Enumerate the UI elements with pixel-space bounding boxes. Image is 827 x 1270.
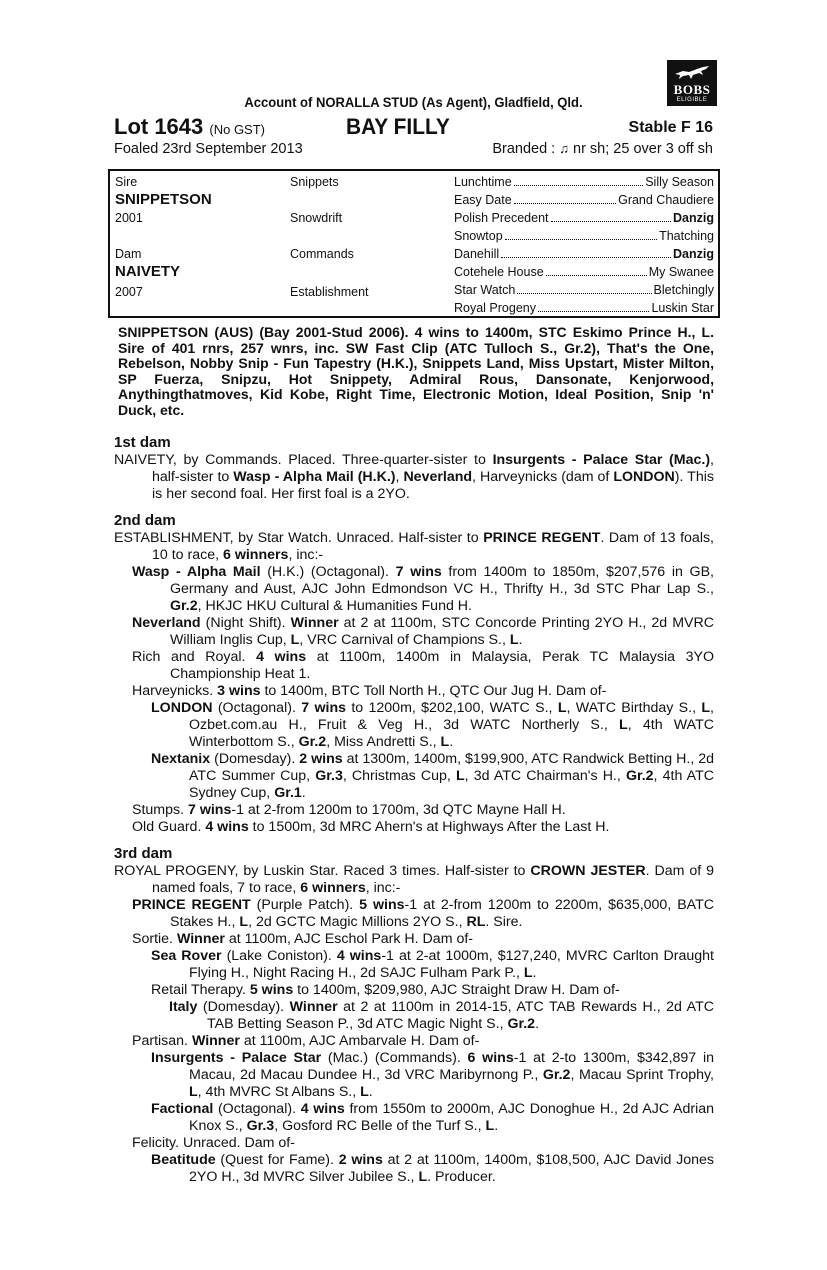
- bold-text: 5 wins: [249, 982, 294, 998]
- pedigree-paragraph: Harveynicks. 3 wins to 1400m, BTC Toll North H., QTC Our Jug H. Dam of-: [132, 683, 607, 699]
- dam-year: 2007: [115, 285, 143, 299]
- pedigree-paragraph: ESTABLISHMENT, by Star Watch. Unraced. Half-sister to PRINCE REGENT. Dam of 13 foals, 10 to race, 6 winners, inc:-: [114, 530, 715, 563]
- bold-text: Nextanix: [151, 751, 211, 767]
- pedigree-paragraph: NAIVETY, by Commands. Placed. Three-quarter-sister to Insurgents - Palace Star (Mac.), half-sister to Wasp - Alpha Mail (H.K.), Neverland, Harveynicks (dam of LONDON). This is her second foal. Her first foal is a 2YO.: [114, 452, 714, 502]
- racehorse-icon: [673, 64, 711, 80]
- sire-sire: Snippets: [290, 175, 339, 189]
- pedigree-paragraph: Neverland (Night Shift). Winner at 2 at 1100m, STC Concorde Printing 2YO H., 2d MVRC William Inglis Cup, L, VRC Carnival of Champions S., L.: [132, 615, 715, 648]
- pedigree-paragraph: Insurgents - Palace Star (Mac.) (Commands). 6 wins-1 at 2-to 1300m, $342,897 in Macau, 2d Macau Dundee H., 3d VRC Maribyrnong P., Gr.2, Macau Sprint Trophy, L, 4th MVRC St Albans S., L.: [151, 1050, 714, 1100]
- pedigree-ancestor-row: [454, 245, 714, 263]
- bold-text: 6 winners: [222, 547, 289, 563]
- bold-text: LONDON: [613, 469, 675, 485]
- dot-leader: [546, 263, 647, 276]
- bold-text: RL: [466, 914, 486, 930]
- ancestor-name: Polish Precedent: [454, 211, 549, 225]
- branded-label: Branded :: [492, 141, 556, 157]
- section-heading: 3rd dam: [114, 845, 173, 862]
- pedigree-paragraph: Sortie. Winner at 1100m, AJC Eschol Park H. Dam of-: [132, 931, 474, 947]
- dot-leader: [517, 281, 651, 294]
- pedigree-ancestor-row: [454, 191, 714, 209]
- pedigree-paragraph: Italy (Domesday). Winner at 2 at 1100m in 2014-15, ATC TAB Rewards H., 2d ATC TAB Betting Season P., 3d ATC Magic Night S., Gr.2.: [169, 999, 714, 1032]
- ancestor-name: Star Watch: [454, 283, 516, 297]
- pedigree-ancestor-row: [454, 263, 714, 281]
- ancestor-name: Easy Date: [454, 193, 512, 207]
- dam-label: Dam: [115, 247, 142, 261]
- dot-leader: [505, 227, 657, 240]
- dam-line-body: [114, 433, 714, 1194]
- sire-label: Sire: [115, 175, 138, 189]
- bold-text: Italy: [169, 999, 198, 1015]
- section-heading: 1st dam: [114, 434, 171, 451]
- pedigree-paragraph: Retail Therapy. 5 wins to 1400m, $209,980, AJC Straight Draw H. Dam of-: [151, 982, 620, 998]
- bold-text: CROWN JESTER: [530, 863, 646, 879]
- ancestor-sire: Danzig: [673, 211, 714, 225]
- dot-leader: [514, 173, 644, 186]
- bold-text: L: [523, 965, 533, 981]
- ancestor-sire: Danzig: [673, 247, 714, 261]
- bold-text: L: [557, 700, 567, 716]
- horse-description: BAY FILLY: [346, 114, 450, 139]
- bold-text: L: [360, 1084, 369, 1100]
- pedigree-paragraph: Wasp - Alpha Mail (H.K.) (Octagonal). 7 wins from 1400m to 1850m, $207,576 in GB, Germany and Aust, AJC John Edmondson VC H., Thrifty H., 3d STC Phar Lap S., Gr.2, HKJC HKU Cultural & Humanities Fund H.: [132, 564, 714, 614]
- bold-text: Insurgents - Palace Star: [151, 1050, 322, 1066]
- dot-leader: [501, 245, 671, 258]
- pedigree-paragraph: Partisan. Winner at 1100m, AJC Ambarvale H. Dam of-: [132, 1033, 480, 1049]
- sire-notes: SNIPPETSON (AUS) (Bay 2001-Stud 2006). 4 wins to 1400m, STC Eskimo Prince H., L. Sire of 401 rnrs, 257 wnrs, inc. SW Fast Clip (ATC Tulloch S., Gr.2), That's the One, Rebelson, Nobby Snip - Fun Tapestry (H.K.), Snippets Land, Miss Upstart, Mister Milton, SP Fuerza, Snipzu, Hot Snippety, Admiral Rous, Dansonate, Kenjorwood, Anythingthatmoves, Kid Kobe, Right Time, Electronic Motion, Ideal Position, Snip 'n' Duck, etc.: [118, 324, 714, 418]
- logo-subtext: ELIGIBLE: [676, 97, 708, 103]
- dot-leader: [514, 191, 616, 204]
- pedigree-paragraph: Rich and Royal. 4 wins at 1100m, 1400m in Malaysia, Perak TC Malaysia 3YO Championship Heat 1.: [132, 649, 714, 682]
- pedigree-ancestor-row: [454, 227, 714, 245]
- pedigree-paragraph: PRINCE REGENT (Purple Patch). 5 wins-1 at 2-from 1200m to 2200m, $635,000, BATC Stakes H., L, 2d GCTC Magic Millions 2YO S., RL. Sire.: [132, 897, 714, 930]
- sire-year: 2001: [115, 211, 143, 225]
- bold-text: L: [290, 632, 300, 648]
- pedigree-paragraph: Sea Rover (Lake Coniston). 4 wins-1 at 2-at 1000m, $127,240, MVRC Carlton Draught Flying H., Night Racing H., 2d SAJC Fulham Park P., L.: [151, 948, 714, 981]
- bold-text: L: [509, 632, 519, 648]
- bold-text: Insurgents - Palace Star (Mac.): [492, 452, 711, 468]
- bold-text: Winner: [176, 931, 225, 947]
- pedigree-paragraph: Factional (Octagonal). 4 wins from 1550m to 2000m, AJC Donoghue H., 2d AJC Adrian Knox S., Gr.3, Gosford RC Belle of the Turf S., L.: [151, 1101, 714, 1134]
- ancestor-name: Danehill: [454, 247, 500, 261]
- ancestor-sire: My Swanee: [648, 265, 714, 279]
- bold-text: Gr.2: [170, 598, 198, 614]
- bold-text: 4 wins: [300, 1101, 345, 1117]
- bold-text: Gr.2: [542, 1067, 571, 1083]
- pedigree-ancestor-row: [454, 299, 714, 317]
- bold-text: L: [189, 1084, 198, 1100]
- pedigree-table: [108, 169, 720, 318]
- bold-text: Gr.1: [274, 785, 302, 801]
- dam-dam: Establishment: [290, 285, 369, 299]
- pedigree-paragraph: Felicity. Unraced. Dam of-: [132, 1135, 295, 1151]
- lot-label: Lot 1643: [114, 114, 204, 139]
- bold-text: L: [455, 768, 465, 784]
- bold-text: L: [485, 1118, 495, 1134]
- bold-text: PRINCE REGENT: [132, 897, 251, 913]
- bold-text: L: [418, 1169, 428, 1185]
- bold-text: Sea Rover: [151, 948, 222, 964]
- ancestor-sire: Luskin Star: [651, 301, 714, 315]
- vendor-account: Account of NORALLA STUD (As Agent), Gladfield, Qld.: [244, 94, 583, 110]
- pedigree-paragraph: LONDON (Octagonal). 7 wins to 1200m, $202,100, WATC S., L, WATC Birthday S., L, Ozbet.com.au H., Fruit & Veg H., 3d WATC Northerly S., L, 4th WATC Winterbottom S., Gr.2, Miss Andretti S., L.: [151, 700, 714, 750]
- bold-text: Winner: [290, 615, 339, 631]
- bold-text: Gr.2: [507, 1016, 536, 1032]
- bold-text: L: [701, 700, 711, 716]
- bold-text: 7 wins: [395, 564, 442, 580]
- dam-name: NAIVETY: [115, 263, 181, 280]
- bold-text: 2 wins: [299, 751, 343, 767]
- dot-leader: [551, 209, 672, 222]
- ancestor-name: Snowtop: [454, 229, 503, 243]
- sire-name: SNIPPETSON: [115, 191, 212, 208]
- ancestor-sire: Bletchingly: [653, 283, 714, 297]
- pedigree-ancestor-row: [454, 209, 714, 227]
- bold-text: L: [239, 914, 249, 930]
- bold-text: 5 wins: [359, 897, 405, 913]
- pedigree-ancestor-row: [454, 173, 714, 191]
- bold-text: 4 wins: [205, 819, 249, 835]
- section-heading: 2nd dam: [114, 512, 176, 529]
- brand-info: [492, 141, 713, 157]
- bold-text: L: [440, 734, 450, 750]
- bold-text: LONDON: [151, 700, 213, 716]
- bold-text: 7 wins: [187, 802, 232, 818]
- bold-text: Wasp - Alpha Mail (H.K.): [233, 469, 396, 485]
- pedigree-paragraph: Nextanix (Domesday). 2 wins at 1300m, 1400m, $199,900, ATC Randwick Betting H., 2d ATC Summer Cup, Gr.3, Christmas Cup, L, 3d ATC Chairman's H., Gr.2, 4th ATC Sydney Cup, Gr.1.: [151, 751, 714, 801]
- foaled-date: Foaled 23rd September 2013: [114, 141, 303, 157]
- lot-number: [114, 114, 265, 140]
- stable-number: Stable F 16: [628, 119, 713, 136]
- bold-text: Winner: [289, 999, 338, 1015]
- bold-text: Neverland: [132, 615, 201, 631]
- sire-dam: Snowdrift: [290, 211, 343, 225]
- bold-text: Winner: [191, 1033, 240, 1049]
- dot-leader: [538, 299, 649, 312]
- bold-text: 4 wins: [336, 948, 382, 964]
- bold-text: 3 wins: [217, 683, 261, 699]
- pedigree-paragraph: ROYAL PROGENY, by Luskin Star. Raced 3 times. Half-sister to CROWN JESTER. Dam of 9 named foals, 7 to race, 6 winners, inc:-: [114, 863, 715, 896]
- ancestor-name: Cotehele House: [454, 265, 544, 279]
- bold-text: Factional: [151, 1101, 214, 1117]
- pedigree-paragraph: Stumps. 7 wins-1 at 2-from 1200m to 1700m, 3d QTC Mayne Hall H.: [132, 802, 566, 818]
- logo-text: BOBS: [673, 82, 711, 97]
- ancestor-sire: Silly Season: [645, 175, 714, 189]
- bold-text: 4 wins: [256, 649, 307, 665]
- bold-text: L: [619, 717, 628, 733]
- bold-text: Gr.2: [298, 734, 327, 750]
- pedigree-paragraph: Old Guard. 4 wins to 1500m, 3d MRC Ahern's at Highways After the Last H.: [132, 819, 610, 835]
- bold-text: 2 wins: [338, 1152, 383, 1168]
- brand-mark-icon: ♫: [559, 141, 569, 156]
- dam-section: [114, 433, 714, 503]
- bold-text: PRINCE REGENT: [483, 530, 601, 546]
- bold-text: 6 wins: [467, 1050, 514, 1066]
- bold-text: 7 wins: [301, 700, 346, 716]
- dam-sire: Commands: [290, 247, 354, 261]
- pedigree-paragraph: Beatitude (Quest for Fame). 2 wins at 2 at 1100m, 1400m, $108,500, AJC David Jones 2YO H., 3d MVRC Silver Jubilee S., L. Producer.: [151, 1152, 714, 1185]
- ancestor-sire: Grand Chaudiere: [618, 193, 714, 207]
- bold-text: Gr.2: [625, 768, 654, 784]
- bold-text: 6 winners: [300, 880, 366, 896]
- bold-text: Neverland: [403, 469, 473, 485]
- bold-text: Gr.3: [246, 1118, 275, 1134]
- bold-text: Beatitude: [151, 1152, 216, 1168]
- dam-section: [114, 511, 714, 836]
- dam-section: [114, 844, 714, 1186]
- pedigree-ancestor-row: [454, 281, 714, 299]
- brand-details: nr sh; 25 over 3 off sh: [573, 141, 713, 157]
- bold-text: Gr.3: [315, 768, 343, 784]
- gst-note: (No GST): [209, 122, 266, 137]
- ancestor-sire: Thatching: [659, 229, 714, 243]
- bold-text: Wasp - Alpha Mail: [132, 564, 261, 580]
- ancestor-name: Lunchtime: [454, 175, 512, 189]
- ancestor-name: Royal Progeny: [454, 301, 536, 315]
